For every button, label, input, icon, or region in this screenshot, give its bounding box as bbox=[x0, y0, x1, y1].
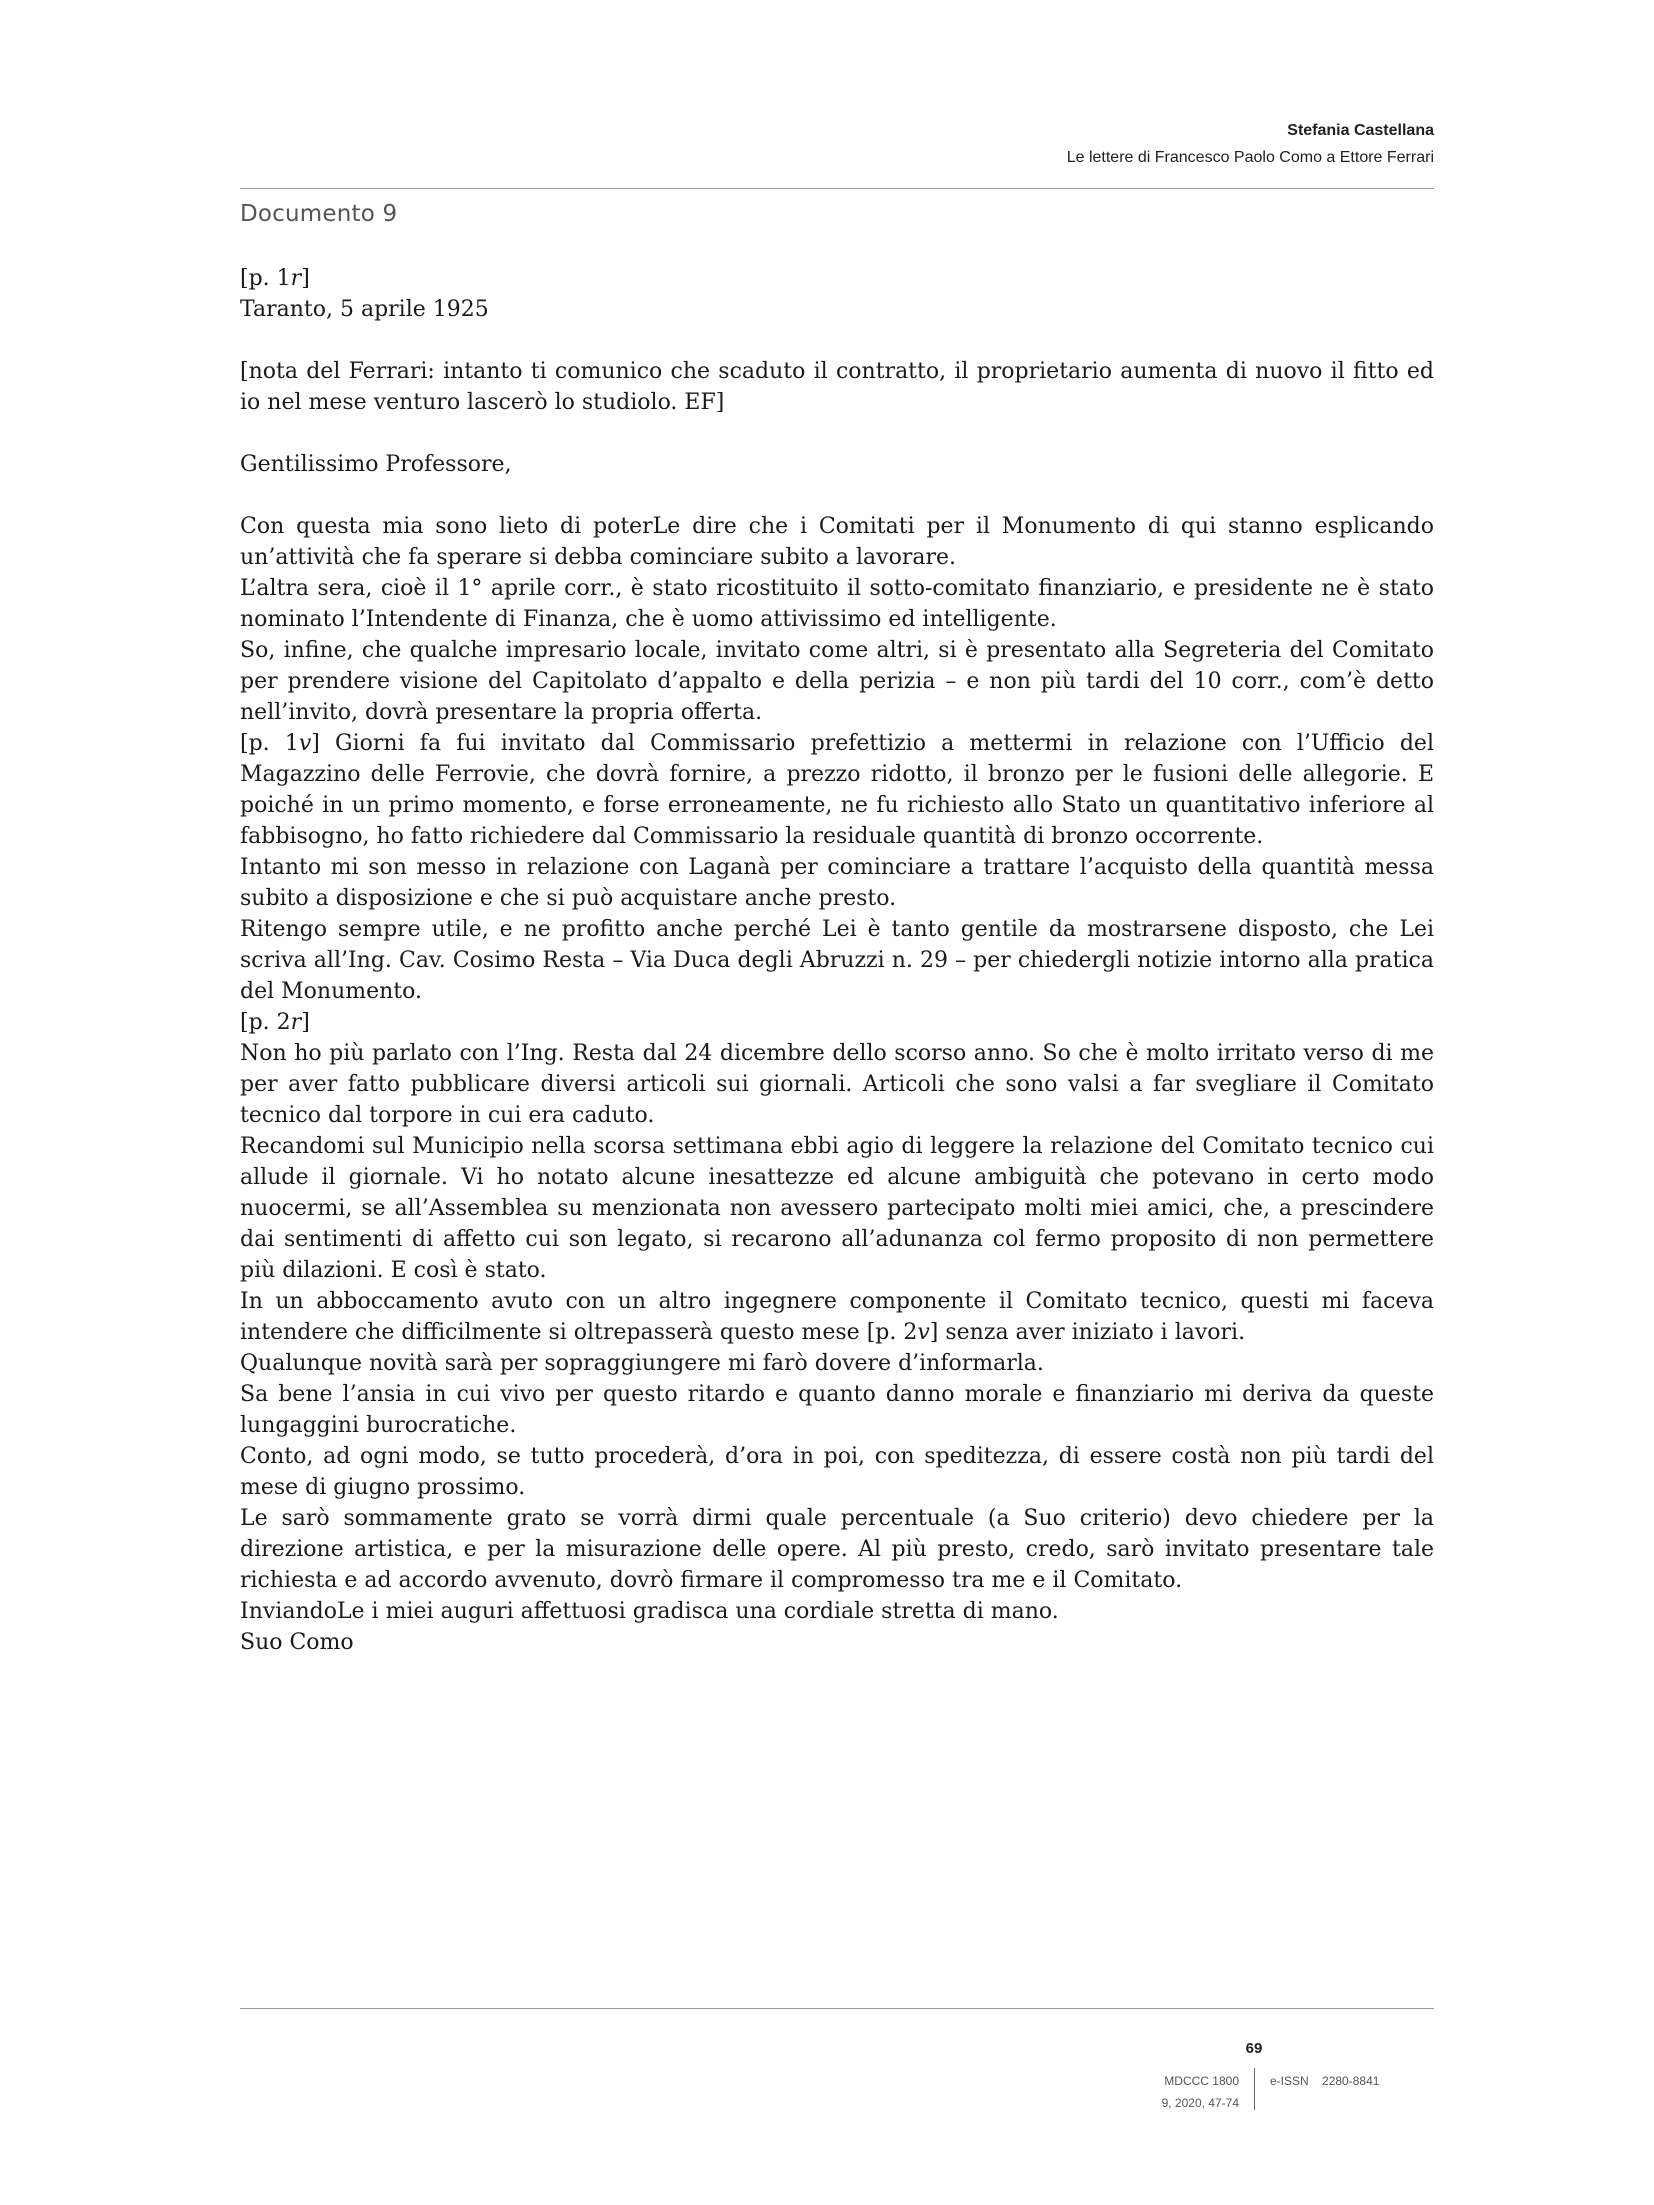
signature: Suo Como bbox=[240, 1630, 354, 1655]
letter-body bbox=[240, 263, 1434, 1658]
footer-divider bbox=[1254, 2068, 1255, 2110]
paragraph-14: InviandoLe i miei auguri affettuosi gradisca una cordiale stretta di mano. bbox=[240, 1599, 1059, 1624]
footer-journal-info bbox=[1162, 2070, 1239, 2114]
salutation: Gentilissimo Professore, bbox=[240, 452, 512, 477]
paragraph-6: Ritengo sempre utile, e ne profitto anche perché Lei è tanto gentile da mostrarsene disposto, che Lei scriva all’Ing. Cav. Cosimo Resta – Via Duca degli Abruzzi n. 29 – per chiedergli notizie intorno alla pratica del Monumento. bbox=[240, 917, 1434, 1004]
paragraph-11: Sa bene l’ansia in cui vivo per questo ritardo e quanto danno morale e finanziario mi deriva da queste lungaggini burocratiche. bbox=[240, 1382, 1434, 1438]
header-rule bbox=[240, 188, 1434, 189]
page-mark-2r: [p. 2r] bbox=[240, 1010, 310, 1035]
paragraph-5: Intanto mi son messo in relazione con Laganà per cominciare a trattare l’acquisto della quantità messa subito a disposizione e che si può acquistare anche presto. bbox=[240, 855, 1434, 911]
paragraph-13: Le sarò sommamente grato se vorrà dirmi quale percentuale (a Suo criterio) devo chiedere per la direzione artistica, e per la misurazione delle opere. Al più presto, credo, sarò invitato presentare tale richiesta e ad accordo avvenuto, dovrò firmare il compromesso tra me e il Comitato. bbox=[240, 1506, 1434, 1593]
page-number: 69 bbox=[1245, 2040, 1263, 2057]
issn-number: 2280-8841 bbox=[1322, 2074, 1380, 2088]
header-author: Stefania Castellana bbox=[1287, 122, 1434, 139]
page-mark-2v: [p. 2v] bbox=[866, 1320, 939, 1345]
header-article-title: Le lettere di Francesco Paolo Como a Ettore Ferrari bbox=[1066, 149, 1434, 166]
page-mark-1v: [p. 1v] bbox=[240, 731, 320, 756]
paragraph-4: [p. 1v] Giorni fa fui invitato dal Commissario prefettizio a mettermi in relazione con l’Ufficio del Magazzino delle Ferrovie, che dovrà fornire, a prezzo ridotto, il bronzo per le fusioni delle allegorie. E poiché in un primo momento, e forse erroneamente, ne fu richiesto allo Stato un quantitativo inferiore al fabbisogno, ho fatto richiedere dal Commissario la residuale quantità di bronzo occorrente. bbox=[240, 731, 1434, 849]
place-date: Taranto, 5 aprile 1925 bbox=[240, 297, 489, 322]
paragraph-9: In un abboccamento avuto con un altro ingegnere componente il Comitato tecnico, questi mi faceva intendere che difficilmente si oltrepasserà questo mese [p. 2v] senza aver iniziato i lavori. bbox=[240, 1289, 1434, 1345]
journal-volume: 9, 2020, 47-74 bbox=[1161, 2096, 1239, 2110]
paragraph-8: Recandomi sul Municipio nella scorsa settimana ebbi agio di leggere la relazione del Comitato tecnico cui allude il giornale. Vi ho notato alcune inesattezze ed alcune ambiguità che potevano in certo modo nuocermi, se all’Assemblea su menzionata non avessero partecipato molti miei amici, che, a prescindere dai sentimenti di affetto cui son legato, si recarono all’adunanza col fermo proposito di non permettere più dilazioni. E così è stato. bbox=[240, 1134, 1434, 1283]
journal-name: MDCCC 1800 bbox=[1164, 2074, 1239, 2088]
paragraph-12: Conto, ad ogni modo, se tutto procederà, d’ora in poi, con speditezza, di essere costà non più tardi del mese di giugno prossimo. bbox=[240, 1444, 1434, 1500]
paragraph-10: Qualunque novità sarà per sopraggiungere mi farò dovere d’informarla. bbox=[240, 1351, 1044, 1376]
running-head bbox=[1067, 117, 1434, 171]
footer-issn bbox=[1270, 2070, 1379, 2092]
paragraph-7: Non ho più parlato con l’Ing. Resta dal 24 dicembre dello scorso anno. So che è molto irritato verso di me per aver fatto pubblicare diversi articoli sui giornali. Articoli che sono valsi a far svegliare il Comitato tecnico dal torpore in cui era caduto. bbox=[240, 1041, 1434, 1128]
ferrari-note: [nota del Ferrari: intanto ti comunico che scaduto il contratto, il proprietario aumenta di nuovo il fitto ed io nel mese venturo lascerò lo studiolo. EF] bbox=[240, 359, 1434, 415]
document-label: Documento 9 bbox=[240, 201, 398, 227]
paragraph-1: Con questa mia sono lieto di poterLe dire che i Comitati per il Monumento di qui stanno esplicando un’attività che fa sperare si debba cominciare subito a lavorare. bbox=[240, 514, 1434, 570]
footer-rule bbox=[240, 2008, 1434, 2009]
paragraph-3: So, infine, che qualche impresario locale, invitato come altri, si è presentato alla Segreteria del Comitato per prendere visione del Capitolato d’appalto e della perizia – e non più tardi del 10 corr., com’è detto nell’invito, dovrà presentare la propria offerta. bbox=[240, 638, 1434, 725]
issn-label: e-ISSN bbox=[1270, 2074, 1309, 2088]
page-mark-1r: [p. 1r] bbox=[240, 266, 310, 291]
paragraph-2: L’altra sera, cioè il 1° aprile corr., è stato ricostituito il sotto-comitato finanziario, e presidente ne è stato nominato l’Intendente di Finanza, che è uomo attivissimo ed intelligente. bbox=[240, 576, 1434, 632]
